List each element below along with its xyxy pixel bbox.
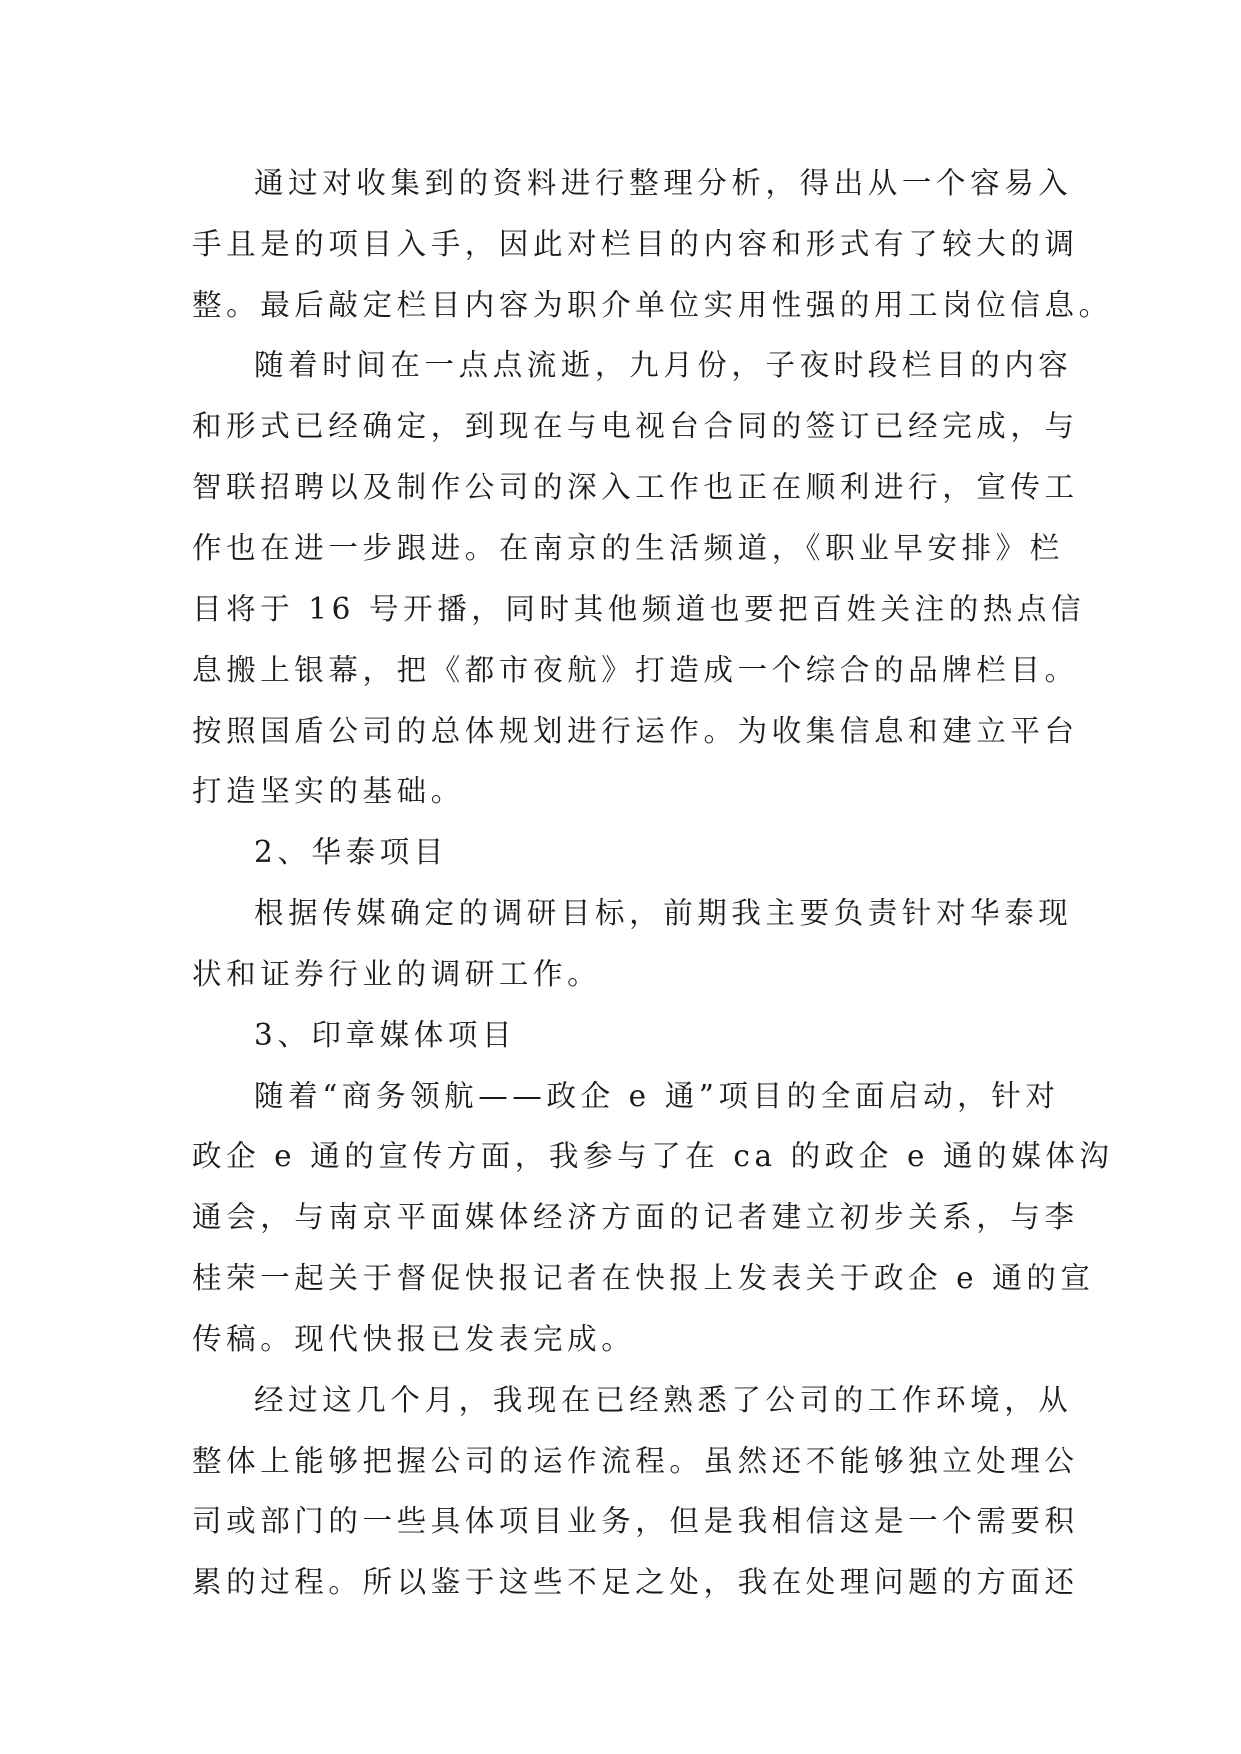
paragraph-4-line-3: 通会，与南京平面媒体经济方面的记者建立初步关系，与李 <box>192 1200 1079 1234</box>
paragraph-2-line-3: 智联招聘以及制作公司的深入工作也正在顺利进行，宣传工 <box>192 470 1079 504</box>
paragraph-2-line-1: 随着时间在一点点流逝，九月份，子夜时段栏目的内容 <box>254 348 1073 382</box>
paragraph-3-line-2: 状和证券行业的调研工作。 <box>192 957 602 991</box>
paragraph-5-line-3: 司或部门的一些具体项目业务，但是我相信这是一个需要积 <box>192 1504 1079 1538</box>
paragraph-5-line-1: 经过这几个月，我现在已经熟悉了公司的工作环境，从 <box>254 1383 1073 1417</box>
paragraph-2-line-2: 和形式已经确定，到现在与电视台合同的签订已经完成，与 <box>192 409 1079 443</box>
paragraph-2-line-4: 作也在进一步跟进。在南京的生活频道，《职业早安排》栏 <box>192 531 1064 565</box>
paragraph-1-line-2: 手且是的项目入手，因此对栏目的内容和形式有了较大的调 <box>192 227 1079 261</box>
section-heading-huatai: 2、华泰项目 <box>254 835 448 869</box>
paragraph-2-line-6: 息搬上银幕，把《都市夜航》打造成一个综合的品牌栏目。 <box>192 653 1079 687</box>
paragraph-1-line-1: 通过对收集到的资料进行整理分析，得出从一个容易入 <box>254 166 1073 200</box>
paragraph-4-line-2: 政企 e 通的宣传方面，我参与了在 ca 的政企 e 通的媒体沟 <box>192 1139 1114 1173</box>
paragraph-1-line-3: 整。最后敲定栏目内容为职介单位实用性强的用工岗位信息。 <box>192 288 1113 322</box>
paragraph-2-line-7: 按照国盾公司的总体规划进行运作。为收集信息和建立平台 <box>192 714 1079 748</box>
paragraph-4-line-1: 随着“商务领航——政企 e 通”项目的全面启动，针对 <box>254 1079 1060 1113</box>
paragraph-2-line-8: 打造坚实的基础。 <box>192 774 465 808</box>
paragraph-2-line-5: 目将于 16 号开播，同时其他频道也要把百姓关注的热点信 <box>192 592 1086 626</box>
paragraph-4-line-4: 桂荣一起关于督促快报记者在快报上发表关于政企 e 通的宣 <box>192 1261 1095 1295</box>
paragraph-4-line-5: 传稿。现代快报已发表完成。 <box>192 1322 636 1356</box>
section-heading-seal-media: 3、印章媒体项目 <box>254 1018 517 1052</box>
paragraph-5-line-4: 累的过程。所以鉴于这些不足之处，我在处理问题的方面还 <box>192 1565 1079 1599</box>
paragraph-3-line-1: 根据传媒确定的调研目标，前期我主要负责针对华泰现 <box>254 896 1073 930</box>
paragraph-5-line-2: 整体上能够把握公司的运作流程。虽然还不能够独立处理公 <box>192 1444 1079 1478</box>
